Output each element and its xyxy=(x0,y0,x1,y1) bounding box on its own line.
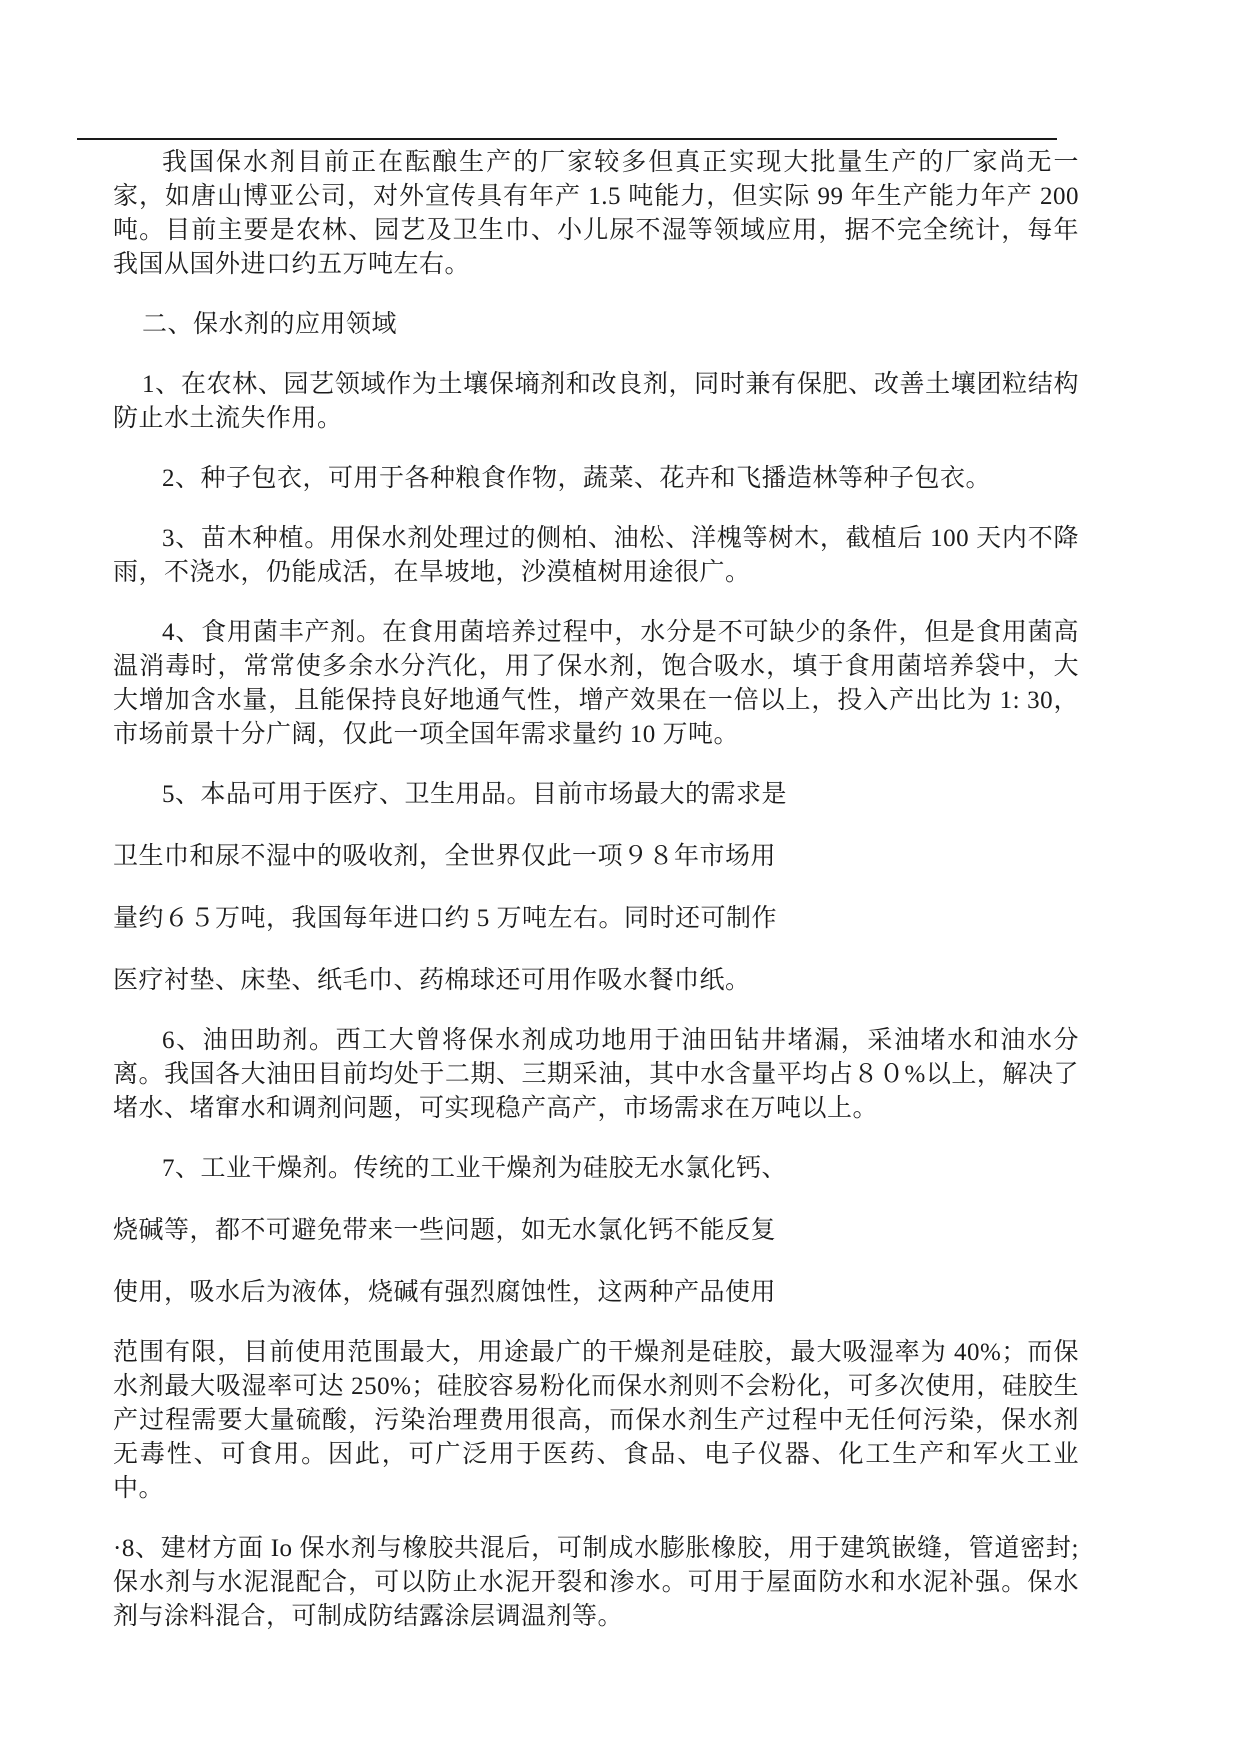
app-item-2: 2、种子包衣，可用于各种粮食作物，蔬菜、花卉和飞播造林等种子包衣。 xyxy=(162,465,992,492)
app-item-8: ·8、建材方面 Io 保水剂与橡胶共混后，可制成水膨胀橡胶，用于建筑嵌缝，管道密封; 保水剂与水泥混配合，可以防止水泥开裂和渗水。可用于屋面防水和水泥补强。保水剂与涂料混合，可制成防结露涂层调温剂等。 xyxy=(113,1535,1079,1630)
document-body xyxy=(113,146,1079,1660)
app-item-7-line-1: 7、工业干燥剂。传统的工业干燥剂为硅胶无水氯化钙、 xyxy=(162,1155,788,1182)
app-item-5-line-3: 量约６５万吨，我国每年进口约 5 万吨左右。同时还可制作 xyxy=(113,905,778,932)
app-item-6: 6、油田助剂。西工大曾将保水剂成功地用于油田钻井堵漏，采油堵水和油水分离。我国各大油田目前均处于二期、三期采油，其中水含量平均占８０%以上，解决了堵水、堵窜水和调剂问题，可实现稳产高产，市场需求在万吨以上。 xyxy=(113,1027,1079,1122)
app-item-5 xyxy=(113,778,1079,998)
intro-paragraph: 我国保水剂目前正在酝酿生产的厂家较多但真正实现大批量生产的厂家尚无一家，如唐山博亚公司，对外宣传具有年产 1.5 吨能力，但实际 99 年生产能力年产 200 吨。目前主要是农林、园艺及卫生巾、小儿尿不湿等领域应用，据不完全统计，每年我国从国外进口约五万吨左右。 xyxy=(113,149,1079,278)
app-item-5-line-2: 卫生巾和尿不湿中的吸收剂，全世界仅此一项９８年市场用 xyxy=(113,843,777,870)
app-item-5-line-4: 医疗衬垫、床垫、纸毛巾、药棉球还可用作吸水餐巾纸。 xyxy=(113,967,751,994)
app-item-7-continuation: 范围有限，目前使用范围最大，用途最广的干燥剂是硅胶，最大吸湿率为 40%；而保水剂最大吸湿率可达 250%；硅胶容易粉化而保水剂则不会粉化，可多次使用，硅胶生产过程需要大量硫酸，污染治理费用很高，而保水剂生产过程中无任何污染，保水剂无毒性、可食用。因此，可广泛用于医药、食品、电子仪器、化工生产和军火工业中。 xyxy=(113,1339,1079,1502)
app-item-7 xyxy=(113,1152,1079,1310)
app-item-7-line-2: 烧碱等，都不可避免带来一些问题，如无水氯化钙不能反复 xyxy=(113,1217,777,1244)
app-item-4: 4、食用菌丰产剂。在食用菌培养过程中，水分是不可缺少的条件，但是食用菌高温消毒时，常常使多余水分汽化，用了保水剂，饱合吸水，填于食用菌培养袋中，大大增加含水量，且能保持良好地通气性，增产效果在一倍以上，投入产出比为 1: 30，市场前景十分广阔，仅此一项全国年需求量约 10 万吨。 xyxy=(113,619,1079,748)
header-divider xyxy=(77,138,1057,140)
app-item-5-line-1: 5、本品可用于医疗、卫生用品。目前市场最大的需求是 xyxy=(162,781,788,808)
app-item-3: 3、苗木种植。用保水剂处理过的侧柏、油松、洋槐等树木，截植后 100 天内不降雨，不浇水，仍能成活，在旱坡地，沙漠植树用途很广。 xyxy=(113,525,1079,586)
app-item-1: 1、在农林、园艺领域作为土壤保墒剂和改良剂，同时兼有保肥、改善土壤团粒结构防止水土流失作用。 xyxy=(113,371,1079,432)
app-item-7-line-3: 使用，吸水后为液体，烧碱有强烈腐蚀性，这两种产品使用 xyxy=(113,1279,777,1306)
section-heading: 二、保水剂的应用领域 xyxy=(142,311,398,338)
